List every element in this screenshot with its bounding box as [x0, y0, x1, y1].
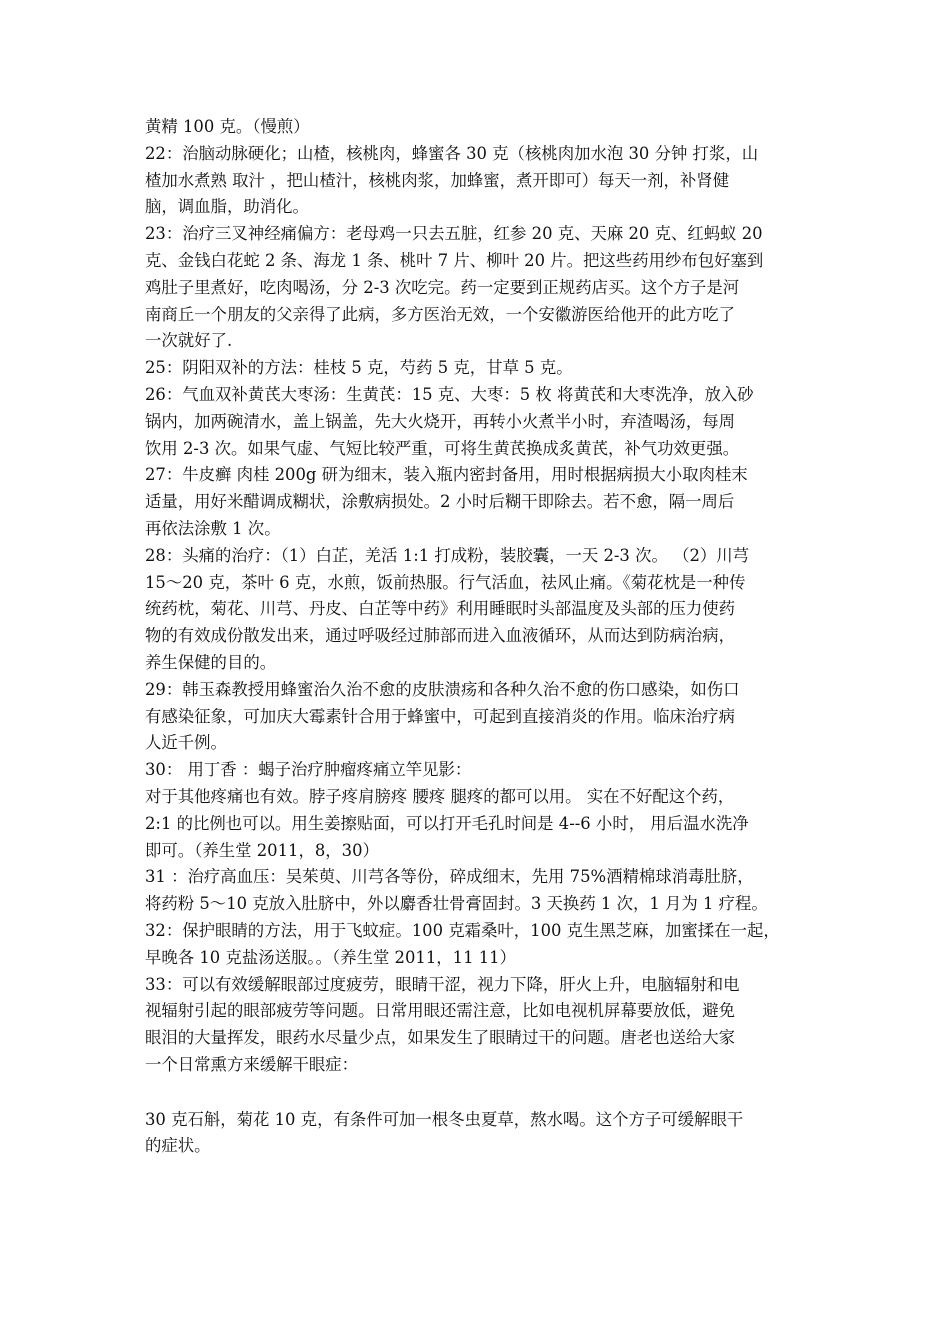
- text-line: 15～20 克，茶叶 6 克，水煎，饭前热服。行气活血，祛风止痛。《菊花枕是一种传: [145, 572, 746, 592]
- text-line: 28：头痛的治疗：（1）白芷，羌活 1:1 打成粉，装胶囊，一天 2-3 次。 （2）川芎: [145, 545, 750, 565]
- document-page: [145, 114, 815, 1160]
- text-line: 对于其他疼痛也有效。脖子疼肩膀疼 腰疼 腿疼的都可以用。 实在不好配这个药，: [145, 786, 735, 806]
- text-line: 25：阴阳双补的方法：桂枝 5 克，芍药 5 克，甘草 5 克。: [145, 358, 573, 378]
- text-line: 南商丘一个朋友的父亲得了此病，多方医治无效，一个安徽游医给他开的此方吃了: [145, 304, 736, 324]
- text-line: 锅内，加两碗清水，盖上锅盖，先大火烧开，再转小火煮半小时，弃渣喝汤，每周: [145, 411, 736, 431]
- text-line: 23：治疗三叉神经痛偏方：老母鸡一只去五脏，红参 20 克、天麻 20 克、红蚂蚁 20: [145, 224, 763, 244]
- text-line: 29：韩玉森教授用蜂蜜治久治不愈的皮肤溃疡和各种久治不愈的伤口感染，如伤口: [145, 679, 740, 699]
- text-line: 26：气血双补黄芪大枣汤：生黄芪：15 克、大枣：5 枚 将黄芪和大枣洗净，放入砂: [145, 384, 754, 404]
- text-line: 31 ：治疗高血压：吴茱萸、川芎各等份，碎成细末，先用 75%酒精棉球消毒肚脐，: [145, 867, 754, 887]
- text-line: 即可。（养生堂 2011，8，30）: [145, 840, 379, 860]
- text-line: 统药枕，菊花、川芎、丹皮、白芷等中药》利用睡眠时头部温度及头部的压力使药: [145, 599, 736, 619]
- text-line: 克、金钱白花蛇 2 条、海龙 1 条、桃叶 7 片、柳叶 20 片。把这些药用纱布包好塞到: [145, 250, 764, 270]
- text-line: 33：可以有效缓解眼部过度疲劳，眼睛干涩，视力下降，肝火上升，电脑辐射和电: [145, 974, 740, 994]
- text-line: 32：保护眼睛的方法，用于飞蚊症。100 克霜桑叶，100 克生黑芝麻，加蜜揉在一起，: [145, 920, 780, 940]
- text-line: 人近千例。: [145, 733, 227, 753]
- blank-line: [145, 1079, 815, 1107]
- text-line: 鸡肚子里煮好，吃肉喝汤，分 2-3 次吃完。药一定要到正规药店买。这个方子是河: [145, 277, 740, 297]
- text-line: 的症状。: [145, 1136, 211, 1156]
- text-line: 30 克石斛，菊花 10 克，有条件可加一根冬虫夏草，熬水喝。这个方子可缓解眼干: [145, 1109, 744, 1129]
- text-line: 再依法涂敷 1 次。: [145, 518, 281, 538]
- text-line: 27：牛皮癣 肉桂 200g 研为细末，装入瓶内密封备用，用时根据病损大小取肉桂末: [145, 465, 748, 485]
- text-line: 养生保健的目的。: [145, 652, 277, 672]
- text-line: 物的有效成份散发出来，通过呼吸经过肺部而进入血液循环，从而达到防病治病，: [145, 626, 736, 646]
- text-line: 有感染征象，可加庆大霉素针合用于蜂蜜中，可起到直接消炎的作用。临床治疗病: [145, 706, 736, 726]
- text-line: 2:1 的比例也可以。用生姜擦贴面，可以打开毛孔时间是 4--6 小时， 用后温水洗净: [145, 813, 749, 833]
- text-line: 饮用 2-3 次。如果气虚、气短比较严重，可将生黄芪换成炙黄芪，补气功效更强。: [145, 438, 740, 458]
- text-line: 一次就好了.: [145, 331, 233, 351]
- text-line: 适量，用好米醋调成糊状，涂敷病损处。2 小时后糊干即除去。若不愈，隔一周后: [145, 492, 735, 512]
- text-line: 脑，调血脂，助消化。: [145, 197, 309, 217]
- text-line: 30： 用丁香 ：蝎子治疗肿瘤疼痛立竿见影：: [145, 760, 472, 780]
- text-line: 视辐射引起的眼部疲劳等问题。日常用眼还需注意，比如电视机屏幕要放低，避免: [145, 1001, 736, 1021]
- text-line: 22：治脑动脉硬化；山楂，核桃肉，蜂蜜各 30 克（核桃肉加水泡 30 分钟 打浆，山: [145, 143, 759, 163]
- text-line: 黄精 100 克。（慢煎）: [145, 117, 310, 136]
- text-line: 楂加水煮熟 取汁 ，把山楂汁，核桃肉浆，加蜂蜜，煮开即可）每天一剂，补肾健: [145, 170, 730, 190]
- text-line: 一个日常熏方来缓解干眼症：: [145, 1054, 359, 1074]
- text-line: 眼泪的大量挥发，眼药水尽量少点，如果发生了眼睛过干的问题。唐老也送给大家: [145, 1028, 736, 1048]
- text-line: 早晚各 10 克盐汤送服。。（养生堂 2011，11 11）: [145, 947, 516, 967]
- text-line: 将药粉 5～10 克放入肚脐中，外以麝香壮骨膏固封。3 天换药 1 次，1 月为 1 疗程。: [145, 894, 768, 914]
